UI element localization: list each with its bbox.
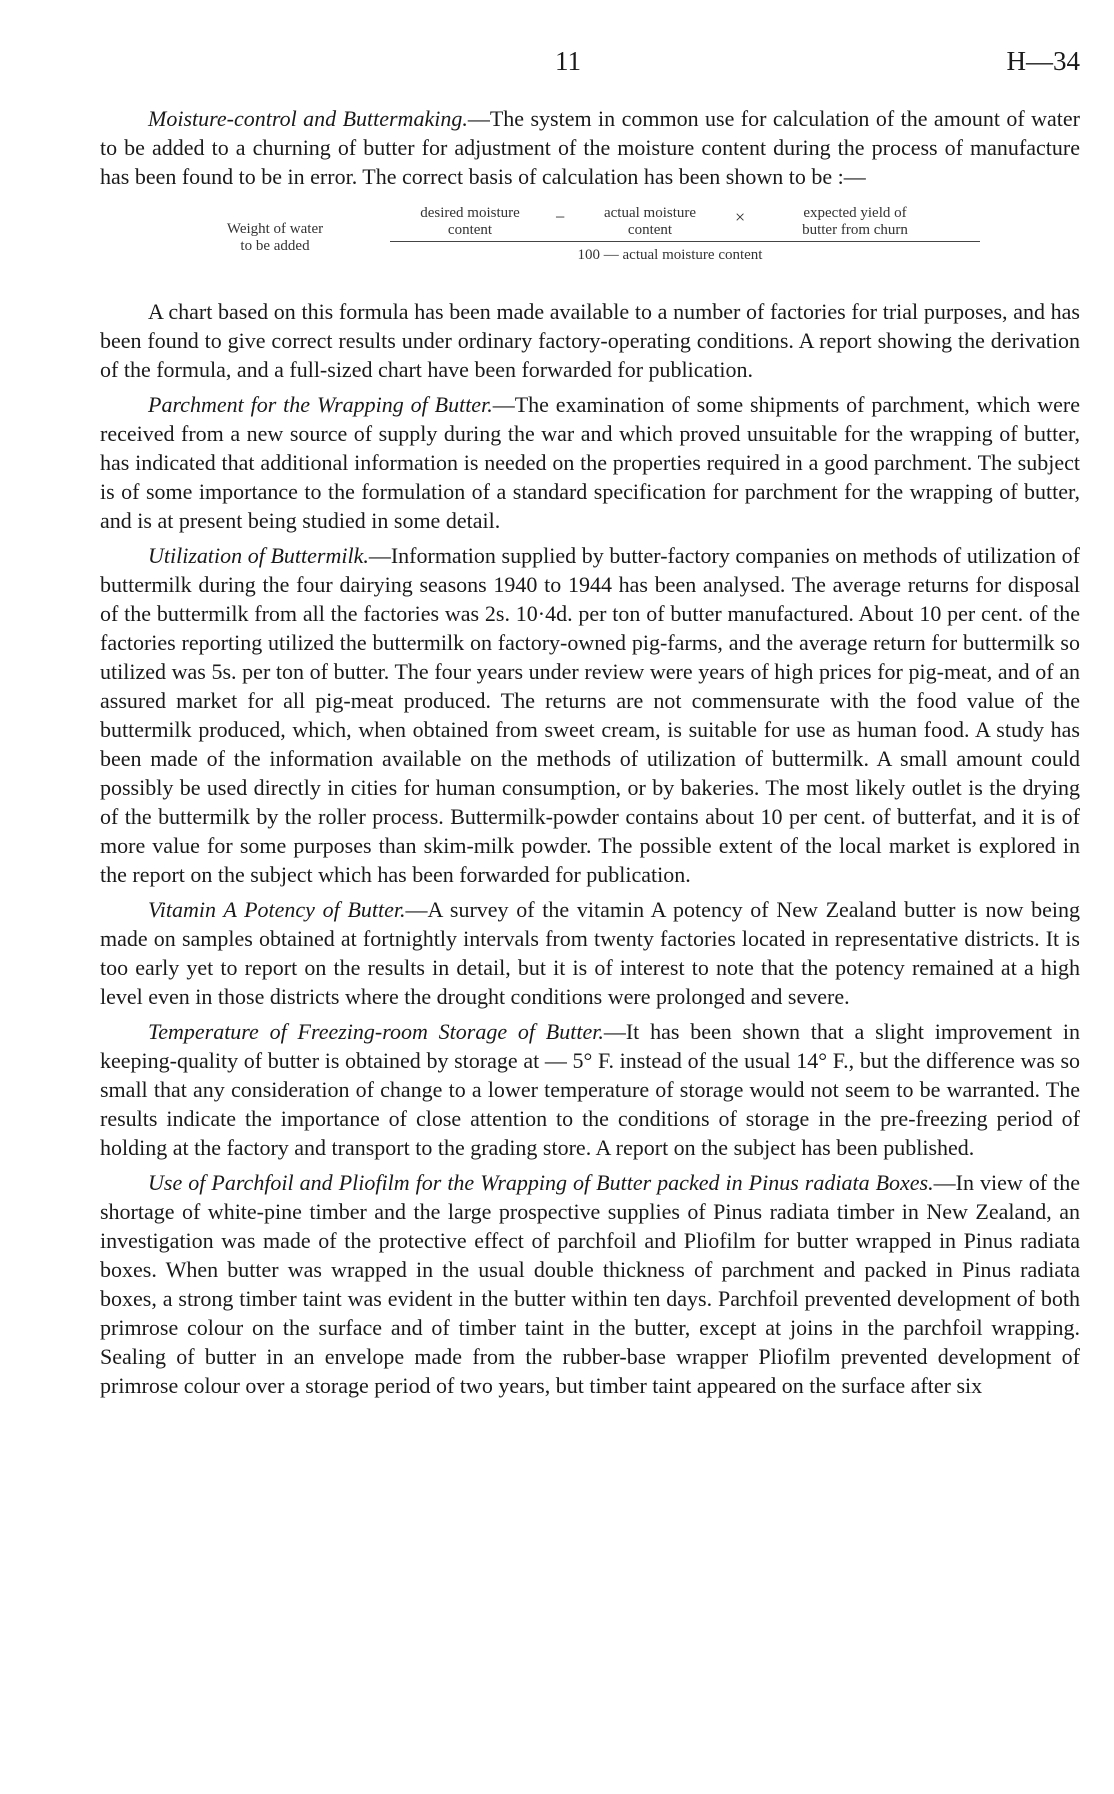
formula-term-actual-line1: actual moisture bbox=[603, 205, 697, 221]
formula-denominator: 100 — actual moisture content bbox=[577, 247, 763, 263]
paragraph-text: —A survey of the vitamin A potency of New Zealand butter is now being made on samples obtained at fortnightly intervals from twenty factories located in representative districts. It is too early yet to report on the results in detail, but it is of interest to note that the potency remained at a high level even in those districts where the drought conditions were prolonged and severe. bbox=[100, 897, 1081, 1009]
paragraph-parchfoil-pliofilm bbox=[100, 1168, 1080, 1400]
paragraph-text: —In view of the shortage of white-pine timber and the large prospective supplies of Pinus radiata timber in New Zealand, an investigation was made of the protective effect of parchfoil and Pliofilm for butter wrapped in Pinus radiata boxes. When butter was wrapped in the usual double thickness of parchment and packed in Pinus radiata boxes, a strong timber taint was evident in the butter within ten days. Parchfoil prevented development of both primrose colour on the surface and of timber taint in the butter, except at joins in the parchfoil wrapping. Sealing of butter in an envelope made from the rubber-base wrapper Pliofilm prevented development of primrose colour over a storage period of two years, but timber taint appeared on the surface after six bbox=[100, 1170, 1080, 1398]
paragraph-moisture-control bbox=[100, 104, 1080, 191]
page-header bbox=[100, 46, 1080, 86]
paragraph-text: —Information supplied by butter-factory companies on methods of utilization of buttermilk during the four dairying seasons 1940 to 1944 has been analysed. The average returns for disposal of the buttermilk from all the factories was 2s. 10·4d. per ton of butter manufactured. About 10 per cent. of the factories reporting utilized the buttermilk on factory-owned pig-farms, and the average return for buttermilk so utilized was 5s. per ton of butter. The four years under review were years of high prices for pig-meat, and of an assured market for all pig-meat produced. The returns are not commensurate with the food value of the buttermilk produced, which, when obtained from sweet cream, is suitable for use as human food. A study has been made of the information available on the methods of utilization of buttermilk. A small amount could possibly be used directly in cities for human consumption, or by bakeries. The most likely outlet is the drying of the buttermilk by the roller process. Buttermilk-powder contains about 10 per cent. of butterfat, and it is of more value for some purposes than skim-milk powder. The possible extent of the local market is explored in the report on the subject which has been forwarded for publication. bbox=[100, 543, 1080, 887]
paragraph-buttermilk bbox=[100, 541, 1080, 889]
paragraph-text: —It has been shown that a slight improvement in keeping-quality of butter is obtained by storage at — 5° F. instead of the usual 14° F., but the difference was so small that any consideration of change to a lower temperature of storage would not seem to be warranted. The results indicate the importance of close attention to the conditions of storage in the pre-freezing period of holding at the factory and transport to the grading store. A report on the subject has been published. bbox=[100, 1019, 1080, 1160]
paragraph-parchment bbox=[100, 390, 1080, 535]
section-heading: Utilization of Buttermilk. bbox=[148, 543, 369, 568]
section-heading: Vitamin A Potency of Butter. bbox=[148, 897, 406, 922]
paragraph-text: A chart based on this formula has been made available to a number of factories for trial purposes, and has been found to give correct results under ordinary factory-operating conditions. A report showing the derivation of the formula, and a full-sized chart have been forwarded for publication. bbox=[100, 299, 1080, 382]
formula-term-actual-line2: content bbox=[627, 222, 673, 238]
formula-term-yield bbox=[750, 205, 960, 239]
formula-term-desired-line2: content bbox=[447, 222, 493, 238]
section-heading: Use of Parchfoil and Pliofilm for the Wrapping of Butter packed in Pinus radiata Boxes. bbox=[148, 1170, 934, 1195]
water-formula bbox=[100, 205, 1080, 281]
formula-term-desired bbox=[390, 205, 550, 239]
document-reference: H—34 bbox=[1006, 46, 1080, 76]
formula-term-desired-line1: desired moisture bbox=[420, 205, 520, 221]
formula-minus-sign: − bbox=[555, 207, 566, 227]
formula-lhs-line1: Weight of water bbox=[226, 221, 324, 237]
formula-term-actual bbox=[570, 205, 730, 239]
section-heading: Parchment for the Wrapping of Butter. bbox=[148, 392, 493, 417]
section-heading: Moisture-control and Buttermaking. bbox=[148, 106, 468, 131]
formula-lhs-line2: to be added bbox=[240, 238, 310, 254]
paragraph-freezing-storage bbox=[100, 1017, 1080, 1162]
formula-fraction-bar bbox=[390, 241, 980, 242]
formula-lhs bbox=[200, 221, 350, 255]
page-number: 11 bbox=[555, 46, 581, 76]
paragraph-text: —The system in common use for calculation of the amount of water to be added to a churning of butter for adjustment of the moisture content during the process of manufacture has been found to be in error. The correct basis of calculation has been shown to be :— bbox=[100, 106, 1080, 189]
formula-times-sign: × bbox=[735, 207, 746, 227]
paragraph-vitamin-a bbox=[100, 895, 1080, 1011]
formula-term-yield-line2: butter from churn bbox=[802, 222, 908, 238]
document-body bbox=[100, 104, 1080, 1406]
paragraph-chart bbox=[100, 297, 1080, 384]
section-heading: Temperature of Freezing-room Storage of Butter. bbox=[148, 1019, 604, 1044]
formula-term-yield-line1: expected yield of bbox=[803, 205, 907, 221]
paragraph-text: —The examination of some shipments of parchment, which were received from a new source of supply during the war and which proved unsuitable for the wrapping of butter, has indicated that additional information is needed on the properties required in a good parchment. The subject is of some importance to the formulation of a standard specification for parchment for the wrapping of butter, and is at present being studied in some detail. bbox=[100, 392, 1080, 533]
